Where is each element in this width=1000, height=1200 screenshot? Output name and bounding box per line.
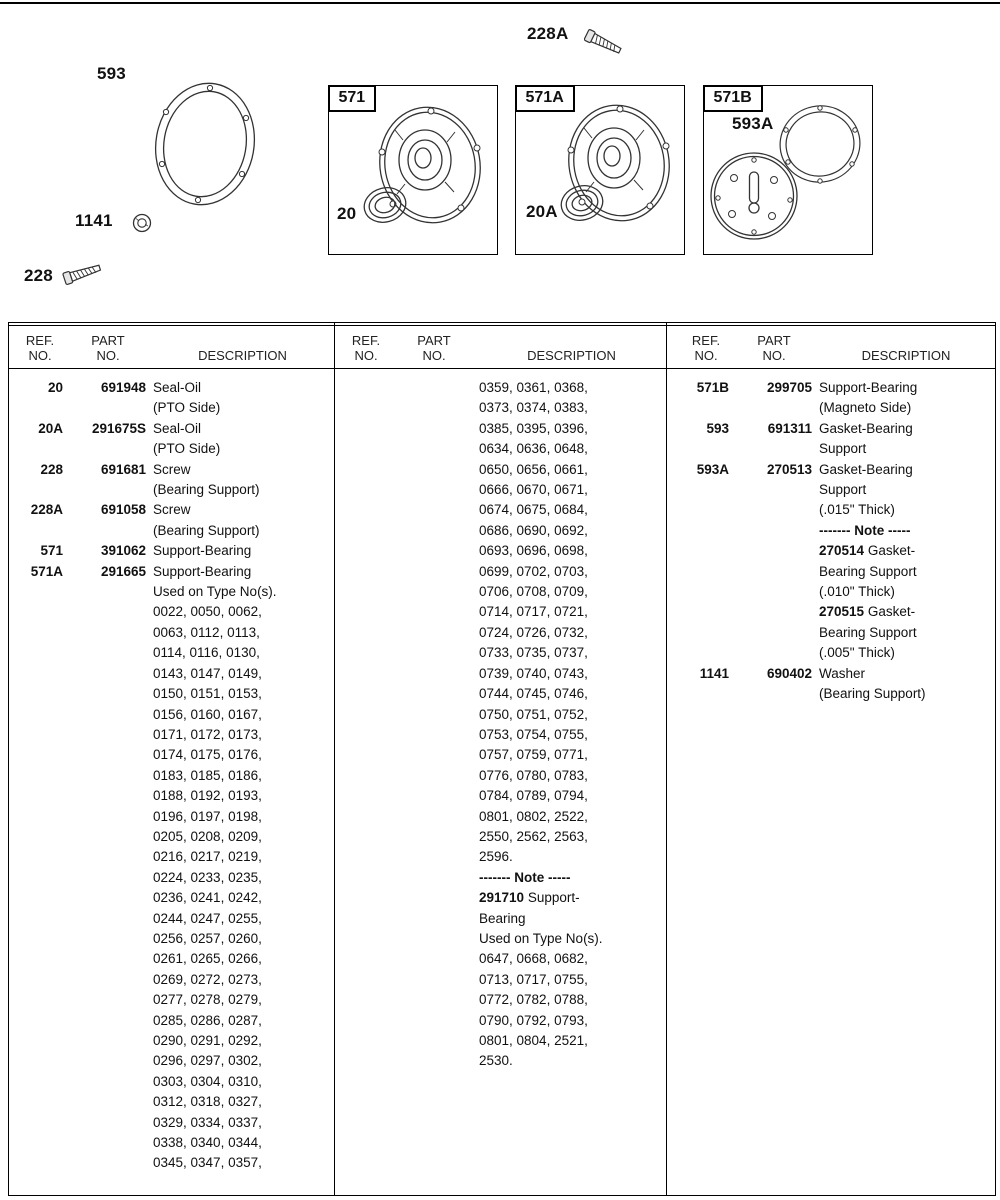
part-no: 299705 [766,380,812,395]
ref-no: 571 [40,543,63,559]
table-header-1 [9,323,334,369]
header-ref-no: REF. NO. [25,333,55,363]
header-description: DESCRIPTION [198,348,287,363]
part-box-571B-label: 571B [703,85,763,112]
callout-20A: 20A [526,202,558,221]
table-row [683,664,993,705]
callout-228A: 228A [527,24,569,43]
part-no: 270513 [766,461,812,477]
table-row [17,541,332,561]
description: Screw (Bearing Support) [153,461,260,498]
ref-no: 593 [706,420,729,436]
table-header-2 [335,323,666,369]
part-no: 691058 [100,502,146,518]
gasket-593-drawing [146,78,264,210]
table-col-body-1 [9,369,334,1174]
callout-228: 228 [24,266,53,285]
screw-228A-drawing [584,24,632,60]
description: Gasket-Bearing Support (.015" Thick) ------- Note ----- 270514 Gasket- Bearing Support (.010" Thick) 270515 Gasket- Bearing Support (.005" Thick) [819,461,917,661]
description: Gasket-Bearing Support [819,420,913,457]
ref-no: 20A [38,420,63,436]
part-no: 291675S [91,420,146,436]
description: Washer (Bearing Support) [819,665,926,702]
header-part-no: PART NO. [757,333,791,363]
part-no: 690402 [766,665,812,681]
table-row [17,500,332,541]
part-no: 691681 [100,461,146,477]
callout-20: 20 [337,204,357,223]
table-header-3 [667,323,995,369]
header-ref-no: REF. NO. [691,333,721,363]
table-row [17,562,332,1174]
table-column-3 [666,323,995,1195]
table-column-2 [334,323,666,1195]
part-box-571A-label: 571A [515,85,575,112]
table-row [683,378,993,419]
description: Support-Bearing Used on Type No(s). 0022, 0050, 0062, 0063, 0112, 0113, 0114, 0116, 0130, 0143, 0147, 0149, 0150, 0151, 0153, 0156, 0160, 0167, 0171, 0172, 0173, 0174, 0175, 0176, 0183, 0185, 0186, 0188, 0192, 0193, 0196, 0197, 0198, 0205, 0208, 0209, 0216, 0217, 0219, 0224, 0233, 0235, 0236, 0241, 0242, 0244, 0247, 0255, 0256, 0257, 0260, 0261, 0265, 0266, 0269, 0272, 0273, 0277, 0278, 0279, 0285, 0286, 0287, 0290, 0291, 0292, 0296, 0297, 0302, 0303, 0304, 0310, 0312, 0318, 0327, 0329, 0334, 0337, 0338, 0340, 0344, 0345, 0347, 0357, [153,563,277,1171]
table-row [17,378,332,419]
description: Seal-Oil (PTO Side) [153,380,221,416]
seal-20A-drawing [556,180,608,226]
header-description: DESCRIPTION [861,348,951,363]
header-description: DESCRIPTION [527,348,616,363]
ref-no: 593A [696,461,729,477]
part-no: 691311 [767,420,812,436]
part-box-571B [703,85,873,255]
screw-228-drawing [62,256,110,290]
part-box-571 [328,85,498,255]
parts-table [8,322,996,1196]
callout-593A: 593A [732,114,774,133]
ref-no: 20 [47,380,63,395]
description: Seal-Oil (PTO Side) [153,420,221,457]
table-col-body-2 [335,369,666,1072]
ref-no: 228A [30,502,63,518]
table-row [343,378,664,1072]
table-col-body-3 [667,369,995,705]
seal-20-drawing [359,182,411,228]
ref-no [343,378,389,1072]
table-row [17,460,332,501]
header-ref-no: REF. NO. [351,333,381,363]
part-no [396,378,472,1072]
part-no: 691948 [100,380,146,395]
callout-593: 593 [97,64,126,83]
table-column-1 [9,323,334,1195]
support-bearing-571B-drawing [706,148,802,244]
header-part-no: PART NO. [417,333,451,363]
part-no: 291665 [100,563,146,579]
parts-diagram [0,0,1000,315]
washer-1141-drawing [131,212,153,234]
part-no: 391062 [100,543,146,559]
callout-1141: 1141 [75,211,113,230]
ref-no: 571A [30,563,63,579]
table-row [683,460,993,664]
table-row [17,419,332,460]
ref-no: 228 [40,461,63,477]
ref-no: 571B [696,380,729,395]
description: Support-Bearing [153,543,252,559]
description: Support-Bearing (Magneto Side) [819,380,918,416]
description: 0359, 0361, 0368, 0373, 0374, 0383, 0385, 0395, 0396, 0634, 0636, 0648, 0650, 0656, 0661, 0666, 0670, 0671, 0674, 0675, 0684, 0686, 0690, 0692, 0693, 0696, 0698, 0699, 0702, 0703, 0706, 0708, 0709, 0714, 0717, 0721, 0724, 0726, 0732, 0733, 0735, 0737, 0739, 0740, 0743, 0744, 0745, 0746, 0750, 0751, 0752, 0753, 0754, 0755, 0757, 0759, 0771, 0776, 0780, 0783, 0784, 0789, 0794, 0801, 0802, 2522, 2550, 2562, 2563, 2596. ------- Note ----- 291710 Support- Bearing Used on Type No(s). 0647, 0668, 0682, 0713, 0717, 0755, 0772, 0782, 0788, 0790, 0792, 0793, 0801, 0804, 2521, 2530. [479,380,603,1069]
part-box-571A [515,85,685,255]
ref-no: 1141 [699,665,729,681]
table-row [683,419,993,460]
part-box-571-label: 571 [328,85,377,112]
header-part-no: PART NO. [91,333,125,363]
description: Screw (Bearing Support) [153,502,260,538]
